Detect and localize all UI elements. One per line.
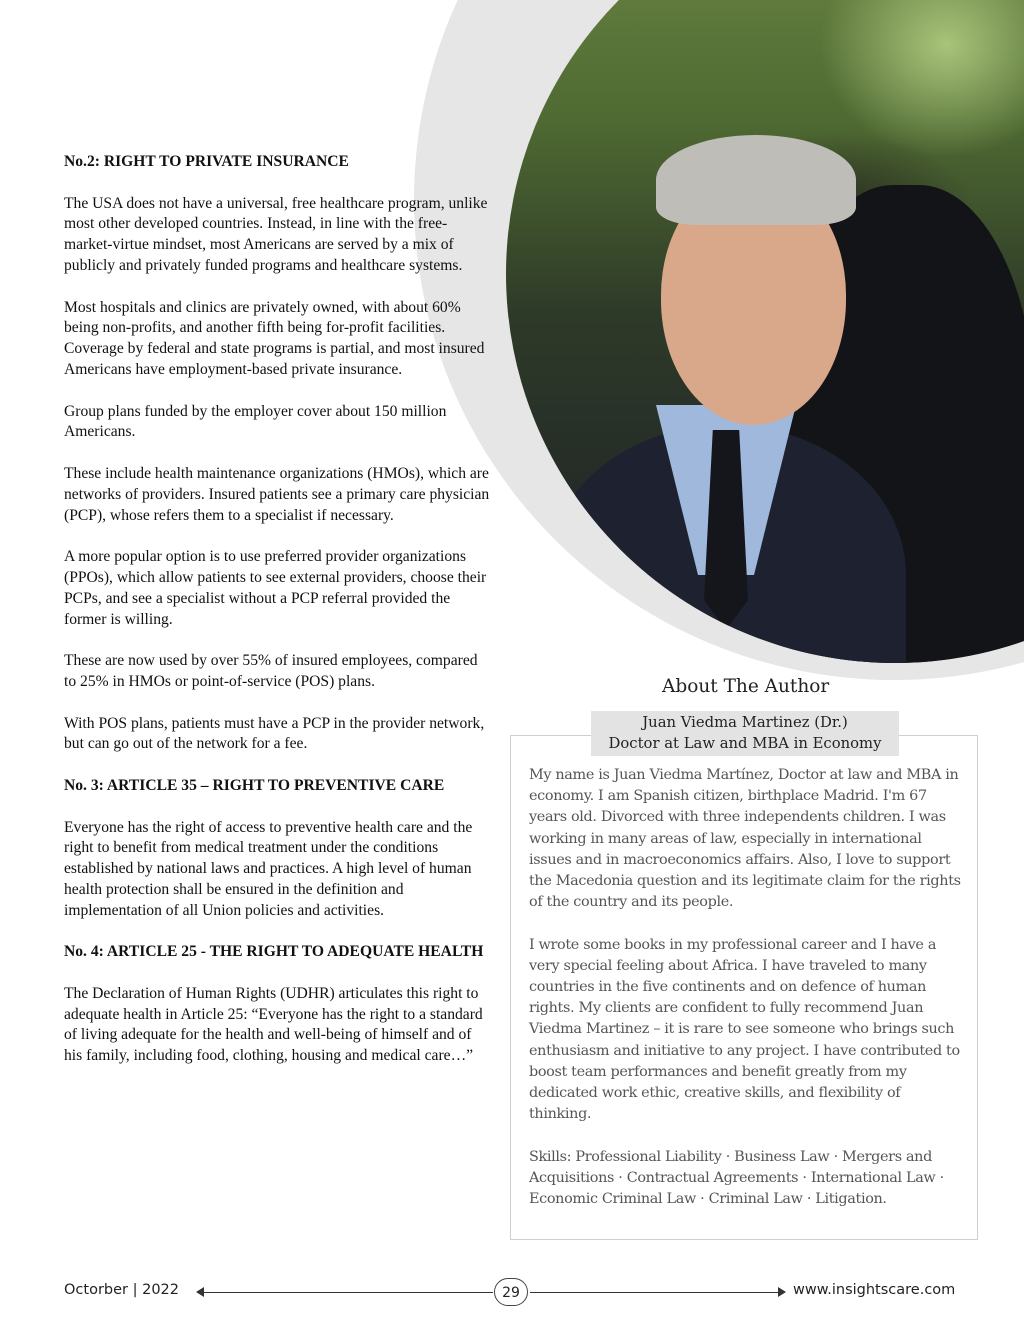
section-heading: No. 4: ARTICLE 25 - THE RIGHT TO ADEQUATE HEALTH — [64, 943, 484, 961]
issue-date: Octorber | 2022 — [64, 1282, 179, 1298]
author-bio — [529, 765, 961, 1231]
bio-paragraph: I wrote some books in my professional career and I have a very special feeling about Africa. I have traveled to many countries in the five continents and on defence of human rights. My clients are confident to fully recommend Juan Viedma Martinez – it is rare to see someone who brings such enthusiasm and initiative to any project. I have contributed to boost team performances and benefit greatly from my dedicated work ethic, creative skills, and flexibility of thinking. — [529, 936, 960, 1123]
paragraph: Everyone has the right of access to preventive health care and the right to benefit from medical treatment under the conditions established by national laws and practices. A high level of human health protection shall be ensured in the definition and implementation of all Union policies and activities. — [64, 818, 473, 919]
photo-hair — [656, 135, 856, 225]
section-heading: No.2: RIGHT TO PRIVATE INSURANCE — [64, 153, 349, 170]
paragraph: The Declaration of Human Rights (UDHR) articulates this right to adequate health in Article 25: “Everyone has the right to a standard of living adequate for the health and well-being of himself and of his family, including food, clothing, housing and medical care…” — [64, 984, 483, 1065]
article-body — [64, 152, 492, 1088]
author-role: Doctor at Law and MBA in Economy — [608, 734, 882, 752]
paragraph: Most hospitals and clinics are privately owned, with about 60% being non-profits, and another fifth being for-profit facilities. Coverage by federal and state programs is partial, and most insured Americans have employment-based private insurance. — [64, 298, 485, 378]
bio-paragraph: My name is Juan Viedma Martínez, Doctor at law and MBA in economy. I am Spanish citizen, birthplace Madrid. I'm 67 years old. Divorced with three independents children. I was working in many areas of law, especially in international issues and in macroeconomics affairs. Also, I love to support the Macedonia question and its legitimate claim for the rights of the country and its people. — [529, 767, 961, 911]
page-footer — [0, 1278, 1024, 1308]
divider-line — [530, 1292, 778, 1293]
author-name: Juan Viedma Martinez (Dr.) — [642, 714, 848, 731]
about-author-title: About The Author — [662, 676, 830, 697]
page-number: 29 — [494, 1278, 528, 1306]
divider-line — [203, 1292, 493, 1293]
paragraph: A more popular option is to use preferred provider organizations (PPOs), which allow patients to see external providers, choose their PCPs, and see a specialist without a PCP referral provided the former is willing. — [64, 548, 487, 628]
website-link[interactable]: www.insightscare.com — [793, 1282, 956, 1298]
paragraph: These include health maintenance organizations (HMOs), which are networks of providers. Insured patients see a primary care physician (PCP), whose refers them to a specialist if necessary. — [64, 464, 490, 524]
paragraph: Group plans funded by the employer cover about 150 million Americans. — [64, 402, 447, 441]
author-name-tag — [591, 711, 899, 756]
author-skills: Skills: Professional Liability · Business Law · Mergers and Acquisitions · Contractual Agreements · International Law · Economic Criminal Law · Criminal Law · Litigation. — [529, 1148, 944, 1208]
paragraph: These are now used by over 55% of insured employees, compared to 25% in HMOs or point-of-service (POS) plans. — [64, 652, 478, 690]
paragraph: The USA does not have a universal, free healthcare program, unlike most other developed countries. Instead, in line with the free-market-virtue mindset, most Americans are served by a mix of publicly and privately funded programs and healthcare systems. — [64, 194, 488, 274]
author-photo — [506, 0, 1024, 663]
section-heading: No. 3: ARTICLE 35 – RIGHT TO PREVENTIVE CARE — [64, 776, 445, 794]
arrow-right-icon — [778, 1287, 786, 1297]
paragraph: With POS plans, patients must have a PCP in the provider network, but can go out of the network for a fee. — [64, 714, 485, 753]
